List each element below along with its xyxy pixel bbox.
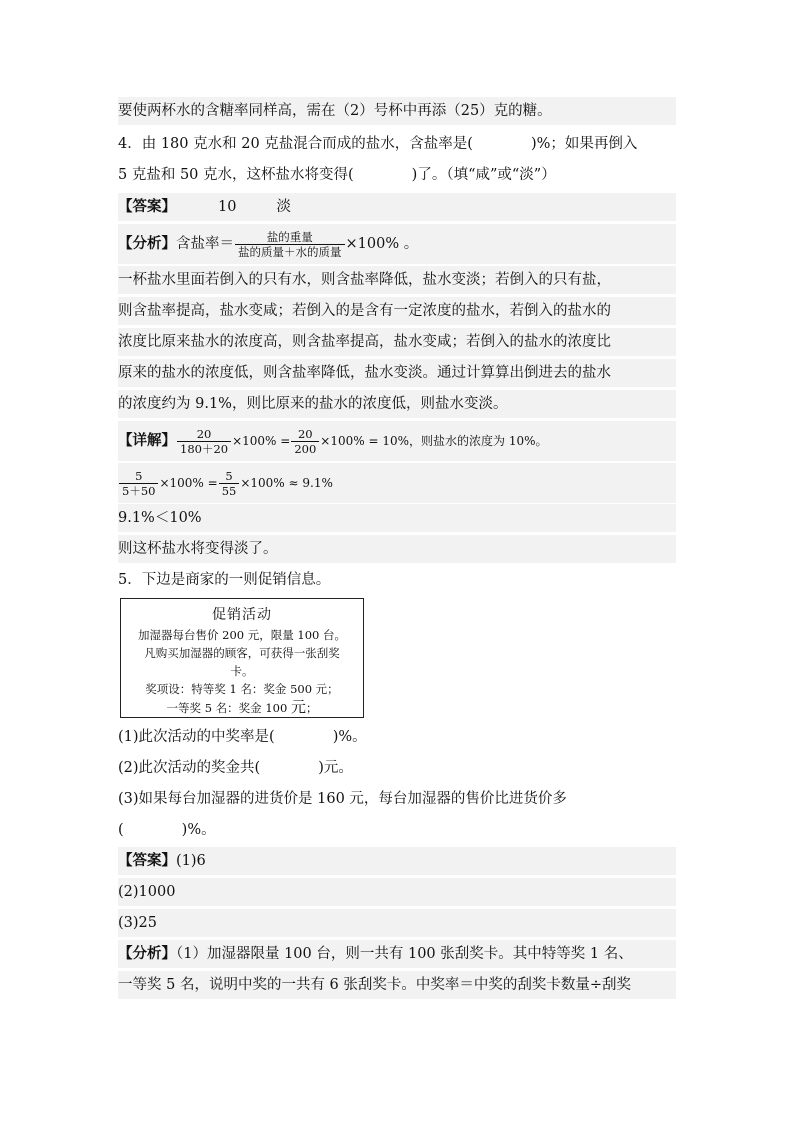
answer-value-1: (1)6: [176, 853, 206, 869]
q4-detail-line-2: [118, 463, 676, 503]
detail-fraction-4: [219, 469, 240, 498]
q5-sub-1: (1)此次活动的中奖率是( )%。: [118, 729, 367, 745]
promotion-line-2: 凡购买加湿器的顾客，可获得一张刮奖: [144, 646, 340, 660]
detail-tail-2: ×100% ≈ 9.1%: [240, 476, 333, 490]
q5-analysis-line-1: [118, 940, 676, 968]
formula-prefix: 含盐率＝: [176, 236, 234, 252]
promotion-line-5: [121, 698, 363, 717]
q4-analysis-line-1: 一杯盐水里面若倒入的只有水，则含盐率降低，盐水变淡；若倒入的只有盐，: [118, 266, 676, 294]
promotion-box: [120, 598, 364, 718]
q4-analysis-line-4: 原来的盐水的浓度低，则含盐率降低，盐水变淡。通过计算算出倒进去的盐水: [118, 359, 676, 387]
q4-answer: [118, 193, 676, 221]
promotion-line-4: 奖项设：特等奖 1 名：奖金 500 元；: [145, 682, 339, 696]
fraction-numerator: 5: [119, 469, 158, 484]
q4-detail-line-1: [118, 421, 676, 461]
fraction-numerator: 20: [177, 427, 231, 442]
q4-compare: 9.1%＜10%: [118, 504, 676, 532]
q4-stem-line-2: 5 克盐和 50 克水，这杯盐水将变得( )了。（填“咸”或“淡”）: [118, 167, 556, 183]
q5-answer-3: (3)25: [118, 909, 676, 937]
q4-analysis-line-5: 的浓度约为 9.1%，则比原来的盐水的浓度低，则盐水变淡。: [118, 390, 676, 418]
promotion-line-5-end: ；: [305, 701, 318, 715]
fraction-numerator: 盐的重量: [235, 230, 345, 245]
detail-fraction-3: [119, 469, 158, 498]
promotion-yuan: 元: [290, 698, 306, 716]
previous-answer-line: 要使两杯水的含糖率同样高，需在（2）号杯中再添（25）克的糖。: [118, 97, 676, 125]
promotion-line-3: 卡。: [230, 664, 254, 678]
q5-stem: 5．下边是商家的一则促销信息。: [118, 572, 331, 588]
q4-stem-line-1: 4．由 180 克水和 20 克盐混合而成的盐水，含盐率是( )%；如果再倒入: [118, 136, 638, 152]
analysis-label: 【分析】: [118, 945, 176, 962]
q4-conclusion: 则这杯盐水将变得淡了。: [118, 535, 676, 563]
fraction-denominator: 55: [221, 483, 237, 498]
detail-label: 【详解】: [118, 432, 176, 449]
q4-analysis-formula: [118, 224, 676, 264]
fraction-numerator: 20: [291, 427, 319, 442]
promotion-line-1: 加湿器每台售价 200 元，限量 100 台。: [137, 628, 347, 642]
fraction-denominator: 200: [294, 441, 317, 456]
q5-sub-3-blank: ( )%。: [118, 822, 216, 838]
analysis-text-1: （1）加湿器限量 100 台，则一共有 100 张刮奖卡。其中特等奖 1 名、: [176, 946, 633, 962]
fraction-denominator: 180＋20: [180, 441, 229, 456]
promotion-line-5-text: 一等奖 5 名：奖金 100: [166, 701, 291, 715]
q5-answer-1: [118, 847, 676, 875]
answer-value-2: 淡: [276, 199, 291, 215]
detail-fraction-1: [177, 427, 231, 456]
answer-value-1: 10: [218, 199, 237, 215]
q5-answer-2: (2)1000: [118, 878, 676, 906]
q5-sub-2: (2)此次活动的奖金共( )元。: [118, 760, 353, 776]
detail-fraction-2: [291, 427, 319, 456]
salt-rate-fraction: [235, 230, 345, 259]
q4-analysis-line-2: 则含盐率提高，盐水变咸；若倒入的是含有一定浓度的盐水，若倒入的盐水的: [118, 297, 676, 325]
analysis-label: 【分析】: [118, 235, 176, 252]
fraction-numerator: 5: [219, 469, 240, 484]
promotion-title: 促销活动: [212, 607, 272, 623]
formula-suffix: ×100% 。: [345, 236, 419, 252]
detail-tail-1: ×100% = 10%，则盐水的浓度为 10%。: [320, 434, 548, 448]
answer-label: 【答案】: [118, 852, 176, 869]
q5-sub-3: (3)如果每台加湿器的进货价是 160 元，每台加湿器的售价比进货价多: [118, 791, 567, 807]
answer-label: 【答案】: [118, 198, 176, 215]
detail-mid-1: ×100% =: [232, 434, 291, 448]
fraction-denominator: 盐的质量＋水的质量: [238, 244, 342, 259]
detail-mid-2: ×100% =: [159, 476, 218, 490]
fraction-denominator: 5＋50: [122, 483, 156, 498]
q5-analysis-line-2: 一等奖 5 名，说明中奖的一共有 6 张刮奖卡。中奖率＝中奖的刮奖卡数量÷刮奖: [118, 971, 676, 999]
q4-analysis-line-3: 浓度比原来盐水的浓度高，则含盐率提高，盐水变咸；若倒入的盐水的浓度比: [118, 328, 676, 356]
